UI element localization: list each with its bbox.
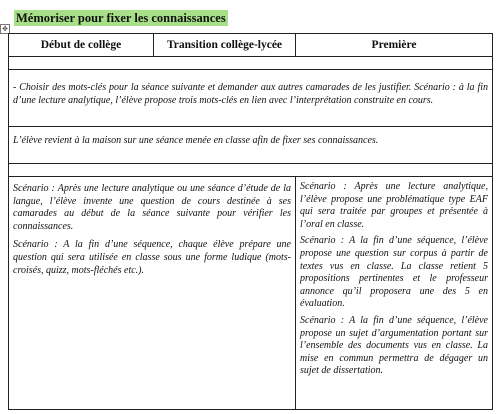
left-scenario-1: Scénario : Après une lecture analytique ou une séance d’étude de la langue, l’élève invente une question de cours destinée à ses camarades au début de la séance suivante pour vérifier les connaissances. — [13, 183, 291, 232]
row-text-home-review: L’élève revient à la maison sur une séance menée en classe afin de fixer ses connaissances. — [13, 135, 379, 146]
table-row — [9, 127, 493, 164]
right-scenario-2: Scénario : A la fin d’une séquence, l’élève propose une question sur corpus à partir de textes vus en classe. La classe retient 5 propositions pertinentes et le professeur annonce qu’il proposera une des 5 en évaluation. — [300, 235, 488, 310]
table-move-handle-icon[interactable]: ✥ — [0, 24, 10, 34]
right-scenario-1: Scénario : Après une lecture analytique, l’élève propose une problématique type EAF qui sera traitée par groupes et présentée à l’oral en classe. — [300, 181, 488, 230]
left-scenario-2: Scénario : A la fin d’une séquence, chaque élève prépare une question qui sera utilisée en classe sous une forme ludique (mots-croisés, quizz, mots-fléchés etc.). — [13, 239, 291, 276]
table-row — [9, 70, 493, 127]
column-header-college: Début de collège — [9, 34, 154, 57]
header-row — [9, 34, 493, 57]
right-scenario-3: Scénario : A la fin d’une séquence, l’élève propose un sujet d’argumentation portant sur l’ensemble des documents vus en classe. La mise en commun permettra de dégager un sujet de dissertation. — [300, 314, 488, 377]
pedagogy-table — [8, 33, 493, 410]
row-text-keywords: - Choisir des mots-clés pour la séance suivante et demander aux autres camarades de les justifier. Scénario : à la fin d’une lecture analytique, l’élève propose trois mots-clés en lien avec l’interprétation construite en cours. — [13, 82, 488, 106]
table-row — [9, 177, 493, 410]
column-header-premiere: Première — [296, 34, 493, 57]
document-title: Mémoriser pour fixer les connaissances — [16, 11, 226, 25]
column-header-transition: Transition collège-lycée — [154, 34, 296, 57]
